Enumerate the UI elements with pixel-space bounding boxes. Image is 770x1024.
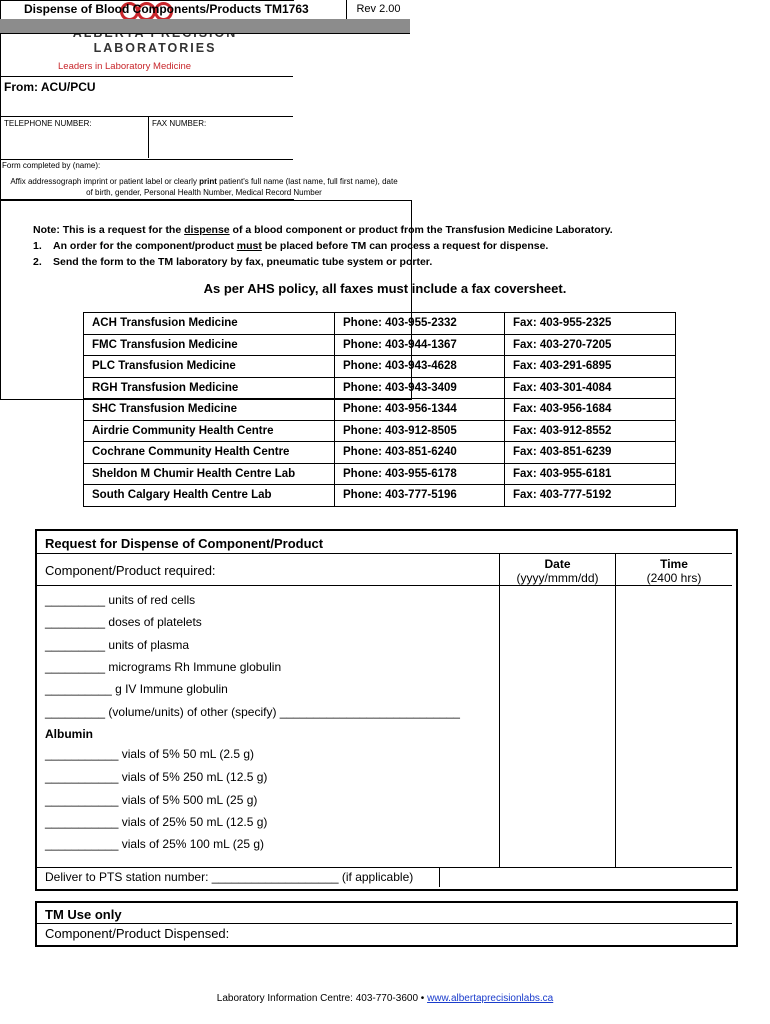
contact-phone: Phone: 403-851-6240 <box>335 442 505 464</box>
contact-name: Cochrane Community Health Centre <box>84 442 335 464</box>
contact-phone: Phone: 403-944-1367 <box>335 334 505 356</box>
divider <box>37 867 732 868</box>
contact-fax: Fax: 403-956-1684 <box>505 399 676 421</box>
contact-row <box>84 377 676 399</box>
divider <box>37 553 732 554</box>
contact-phone: Phone: 403-956-1344 <box>335 399 505 421</box>
component-required-label: Component/Product required: <box>45 563 216 578</box>
contact-row <box>84 399 676 421</box>
contact-row <box>84 356 676 378</box>
request-item-rh-immune-globulin[interactable]: _________ micrograms Rh Immune globulin <box>45 660 282 674</box>
footer <box>0 993 770 1004</box>
contact-name: Airdrie Community Health Centre <box>84 420 335 442</box>
footer-info-text: Laboratory Information Centre: 403-770-3600 • <box>216 993 428 1004</box>
request-section <box>35 529 738 891</box>
fax-number-field[interactable]: FAX NUMBER: <box>152 119 207 128</box>
albumin-label: Albumin <box>45 727 93 741</box>
contact-phone: Phone: 403-955-2332 <box>335 313 505 335</box>
time-format-hint: (2400 hrs) <box>646 571 702 585</box>
revision-badge: Rev 2.00 <box>346 0 410 19</box>
contact-row <box>84 442 676 464</box>
brand-tagline: Leaders in Laboratory Medicine <box>58 61 192 72</box>
contact-fax: Fax: 403-270-7205 <box>505 334 676 356</box>
albumin-item-25pct-100ml[interactable]: ___________ vials of 25% 100 mL (25 g) <box>45 837 265 851</box>
phone-fax-divider <box>148 116 149 158</box>
tm-use-title: TM Use only <box>45 907 122 922</box>
divider <box>615 553 616 867</box>
form-title-bar <box>0 0 410 20</box>
instruction-notes <box>33 222 733 270</box>
request-item-other[interactable]: _________ (volume/units) of other (specify) ___________________________ <box>45 705 460 719</box>
contact-row <box>84 463 676 485</box>
request-item-red-cells[interactable]: _________ units of red cells <box>45 593 196 607</box>
form-title: Dispense of Blood Components/Products TM1763 <box>24 2 309 16</box>
note-intro: Note: This is a request for the dispense of a blood component or product from the Transfusion Medicine Laboratory. <box>33 224 613 236</box>
contact-name: RGH Transfusion Medicine <box>84 377 335 399</box>
fax-policy-notice: As per AHS policy, all faxes must include a fax coversheet. <box>203 281 567 296</box>
request-item-iv-immune-globulin[interactable]: __________ g IV Immune globulin <box>45 682 228 696</box>
divider <box>499 553 500 867</box>
contact-name: Sheldon M Chumir Health Centre Lab <box>84 463 335 485</box>
grey-header-bar <box>0 19 410 34</box>
form-completed-by-field[interactable]: Form completed by (name): <box>2 161 101 170</box>
contact-row <box>84 420 676 442</box>
contact-fax: Fax: 403-955-2325 <box>505 313 676 335</box>
contact-row <box>84 485 676 507</box>
contact-name: PLC Transfusion Medicine <box>84 356 335 378</box>
telephone-number-field[interactable]: TELEPHONE NUMBER: <box>4 119 92 128</box>
footer-website-link[interactable]: www.albertaprecisionlabs.ca <box>427 993 554 1004</box>
contact-phone: Phone: 403-943-4628 <box>335 356 505 378</box>
albumin-item-5pct-500ml[interactable]: ___________ vials of 5% 500 mL (25 g) <box>45 793 258 807</box>
contact-fax: Fax: 403-777-5192 <box>505 485 676 507</box>
contact-fax: Fax: 403-301-4084 <box>505 377 676 399</box>
contact-name: SHC Transfusion Medicine <box>84 399 335 421</box>
contact-name: ACH Transfusion Medicine <box>84 313 335 335</box>
contact-phone: Phone: 403-955-6178 <box>335 463 505 485</box>
pts-station-field[interactable]: Deliver to PTS station number: ___________________ (if applicable) <box>45 870 414 884</box>
contact-fax: Fax: 403-955-6181 <box>505 463 676 485</box>
request-item-platelets[interactable]: _________ doses of platelets <box>45 615 202 629</box>
albumin-item-5pct-250ml[interactable]: ___________ vials of 5% 250 mL (12.5 g) <box>45 770 268 784</box>
date-column-header: Date <box>544 557 571 571</box>
lab-contact-table <box>83 312 676 507</box>
note-item-1: 1. An order for the component/product must be placed before TM can process a request for dispense. <box>33 240 549 252</box>
from-label: From: ACU/PCU <box>4 80 96 94</box>
contact-phone: Phone: 403-777-5196 <box>335 485 505 507</box>
contact-fax: Fax: 403-291-6895 <box>505 356 676 378</box>
contact-fax: Fax: 403-912-8552 <box>505 420 676 442</box>
albumin-item-25pct-50ml[interactable]: ___________ vials of 25% 50 mL (12.5 g) <box>45 815 268 829</box>
affix-instruction: Affix addressograph imprint or patient label or clearly print patient's full name (last name, full first name), date of birth, gender, Personal Health Number, Medical Record Number <box>10 177 398 197</box>
note-item-2: 2. Send the form to the TM laboratory by fax, pneumatic tube system or porter. <box>33 256 433 268</box>
divider <box>37 923 732 924</box>
contact-row <box>84 334 676 356</box>
contact-name: South Calgary Health Centre Lab <box>84 485 335 507</box>
date-format-hint: (yyyy/mmm/dd) <box>516 571 599 585</box>
contact-phone: Phone: 403-912-8505 <box>335 420 505 442</box>
contact-name: FMC Transfusion Medicine <box>84 334 335 356</box>
component-dispensed-field[interactable]: Component/Product Dispensed: <box>45 926 230 941</box>
request-item-plasma[interactable]: _________ units of plasma <box>45 638 190 652</box>
contact-phone: Phone: 403-943-3409 <box>335 377 505 399</box>
request-title: Request for Dispense of Component/Product <box>45 536 324 551</box>
tm-use-section <box>35 901 738 947</box>
divider <box>37 585 732 586</box>
contact-fax: Fax: 403-851-6239 <box>505 442 676 464</box>
time-column-header: Time <box>660 557 688 571</box>
brand-name-line2: LABORATORIES <box>93 41 217 55</box>
albumin-item-5pct-50ml[interactable]: ___________ vials of 5% 50 mL (2.5 g) <box>45 747 255 761</box>
contact-row <box>84 313 676 335</box>
divider <box>439 867 440 887</box>
